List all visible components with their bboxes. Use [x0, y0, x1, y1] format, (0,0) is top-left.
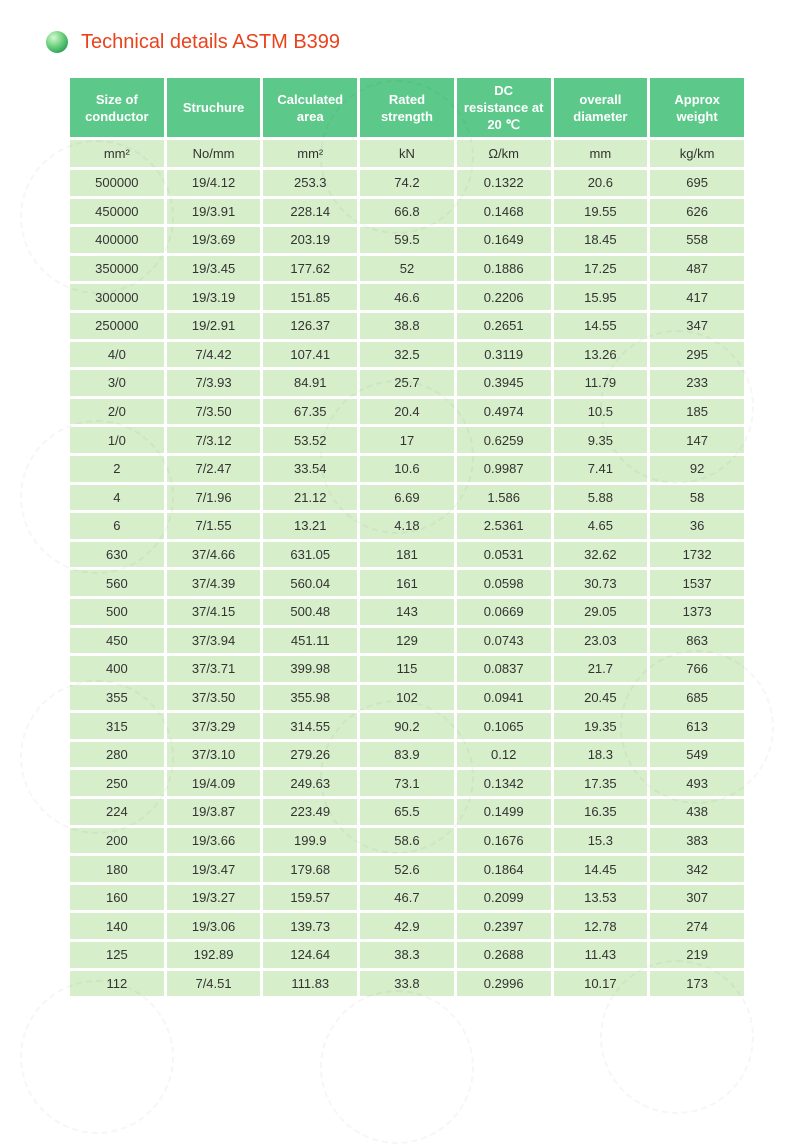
table-cell: 185 [650, 399, 744, 425]
table-cell: 139.73 [263, 913, 357, 939]
table-cell: 147 [650, 427, 744, 453]
table-cell: 1537 [650, 570, 744, 596]
column-header: overall diameter [554, 78, 648, 137]
unit-cell: No/mm [167, 140, 261, 167]
table-cell: 67.35 [263, 399, 357, 425]
table-cell: 400000 [70, 227, 164, 253]
table-row [70, 342, 744, 368]
table-cell: 37/4.15 [167, 599, 261, 625]
table-cell: 0.1864 [457, 856, 551, 882]
table-cell: 250 [70, 770, 164, 796]
table-cell: 20.4 [360, 399, 454, 425]
table-row [70, 513, 744, 539]
table-cell: 17.25 [554, 256, 648, 282]
table-cell: 630 [70, 542, 164, 568]
table-cell: 228.14 [263, 199, 357, 225]
table-cell: 7/3.12 [167, 427, 261, 453]
table-cell: 2/0 [70, 399, 164, 425]
table-cell: 21.7 [554, 656, 648, 682]
table-row [70, 913, 744, 939]
table-row [70, 485, 744, 511]
table-row [70, 799, 744, 825]
unit-cell: kN [360, 140, 454, 167]
table-cell: 126.37 [263, 313, 357, 339]
table-cell: 19/3.19 [167, 284, 261, 310]
table-cell: 14.45 [554, 856, 648, 882]
table-cell: 107.41 [263, 342, 357, 368]
table-cell: 46.6 [360, 284, 454, 310]
table-cell: 295 [650, 342, 744, 368]
table-cell: 314.55 [263, 713, 357, 739]
table-cell: 1373 [650, 599, 744, 625]
table-cell: 0.2099 [457, 885, 551, 911]
table-row [70, 828, 744, 854]
table-cell: 37/3.71 [167, 656, 261, 682]
table-row [70, 856, 744, 882]
table-cell: 500.48 [263, 599, 357, 625]
table-cell: 0.4974 [457, 399, 551, 425]
table-cell: 161 [360, 570, 454, 596]
table-cell: 0.0669 [457, 599, 551, 625]
table-cell: 159.57 [263, 885, 357, 911]
table-cell: 560.04 [263, 570, 357, 596]
table-cell: 13.53 [554, 885, 648, 911]
table-cell: 83.9 [360, 742, 454, 768]
table-cell: 42.9 [360, 913, 454, 939]
table-row [70, 685, 744, 711]
table-cell: 19/3.27 [167, 885, 261, 911]
green-bullet-icon [46, 31, 68, 53]
unit-cell: mm² [70, 140, 164, 167]
table-row [70, 227, 744, 253]
table-cell: 29.05 [554, 599, 648, 625]
table-cell: 315 [70, 713, 164, 739]
table-row [70, 570, 744, 596]
table-cell: 500 [70, 599, 164, 625]
table-cell: 0.3119 [457, 342, 551, 368]
table-cell: 4.65 [554, 513, 648, 539]
table-cell: 16.35 [554, 799, 648, 825]
table-cell: 13.26 [554, 342, 648, 368]
table-cell: 32.5 [360, 342, 454, 368]
table-cell: 52 [360, 256, 454, 282]
table-cell: 143 [360, 599, 454, 625]
table-cell: 1.586 [457, 485, 551, 511]
table-cell: 0.2688 [457, 942, 551, 968]
table-cell: 192.89 [167, 942, 261, 968]
table-cell: 2 [70, 456, 164, 482]
table-cell: 500000 [70, 170, 164, 196]
table-cell: 52.6 [360, 856, 454, 882]
table-cell: 7/4.51 [167, 971, 261, 997]
table-cell: 19/4.12 [167, 170, 261, 196]
table-cell: 200 [70, 828, 164, 854]
watermark-ring [320, 990, 474, 1144]
table-cell: 160 [70, 885, 164, 911]
table-row [70, 971, 744, 997]
table-cell: 111.83 [263, 971, 357, 997]
table-cell: 0.12 [457, 742, 551, 768]
table-cell: 355.98 [263, 685, 357, 711]
table-cell: 19/3.06 [167, 913, 261, 939]
table-cell: 400 [70, 656, 164, 682]
table-cell: 450000 [70, 199, 164, 225]
table-cell: 58 [650, 485, 744, 511]
table-cell: 560 [70, 570, 164, 596]
table-cell: 125 [70, 942, 164, 968]
table-cell: 74.2 [360, 170, 454, 196]
table-cell: 342 [650, 856, 744, 882]
table-cell: 0.1322 [457, 170, 551, 196]
table-cell: 65.5 [360, 799, 454, 825]
table-cell: 19/3.47 [167, 856, 261, 882]
table-cell: 37/3.10 [167, 742, 261, 768]
table-cell: 487 [650, 256, 744, 282]
table-cell: 58.6 [360, 828, 454, 854]
table-cell: 115 [360, 656, 454, 682]
table-cell: 695 [650, 170, 744, 196]
table-cell: 53.52 [263, 427, 357, 453]
table-cell: 15.95 [554, 284, 648, 310]
table-row [70, 284, 744, 310]
table-cell: 92 [650, 456, 744, 482]
table-cell: 0.1676 [457, 828, 551, 854]
table-cell: 10.17 [554, 971, 648, 997]
table-row [70, 770, 744, 796]
column-header: Calculated area [263, 78, 357, 137]
table-cell: 37/4.39 [167, 570, 261, 596]
table-cell: 37/4.66 [167, 542, 261, 568]
table-cell: 181 [360, 542, 454, 568]
table-cell: 7/1.55 [167, 513, 261, 539]
table-cell: 233 [650, 370, 744, 396]
table-cell: 274 [650, 913, 744, 939]
table-row [70, 742, 744, 768]
table-cell: 90.2 [360, 713, 454, 739]
table-cell: 0.1065 [457, 713, 551, 739]
table-cell: 112 [70, 971, 164, 997]
table-cell: 180 [70, 856, 164, 882]
table-cell: 0.0531 [457, 542, 551, 568]
table-cell: 383 [650, 828, 744, 854]
table-row [70, 542, 744, 568]
table-cell: 7/3.50 [167, 399, 261, 425]
table-cell: 25.7 [360, 370, 454, 396]
unit-cell: mm [554, 140, 648, 167]
table-cell: 347 [650, 313, 744, 339]
table-row [70, 942, 744, 968]
table-cell: 685 [650, 685, 744, 711]
table-cell: 140 [70, 913, 164, 939]
table-cell: 0.0837 [457, 656, 551, 682]
table-cell: 19/3.69 [167, 227, 261, 253]
table-cell: 7/3.93 [167, 370, 261, 396]
table-cell: 7/1.96 [167, 485, 261, 511]
table-cell: 37/3.50 [167, 685, 261, 711]
table-cell: 19/4.09 [167, 770, 261, 796]
table-cell: 14.55 [554, 313, 648, 339]
table-cell: 36 [650, 513, 744, 539]
table-cell: 15.3 [554, 828, 648, 854]
table-cell: 450 [70, 628, 164, 654]
table-cell: 11.43 [554, 942, 648, 968]
table-cell: 21.12 [263, 485, 357, 511]
table-cell: 7.41 [554, 456, 648, 482]
table-row [70, 656, 744, 682]
column-header: Approx weight [650, 78, 744, 137]
table-cell: 1732 [650, 542, 744, 568]
table-cell: 173 [650, 971, 744, 997]
table-cell: 0.1342 [457, 770, 551, 796]
table-cell: 0.1886 [457, 256, 551, 282]
table-cell: 19/3.45 [167, 256, 261, 282]
table-cell: 0.2651 [457, 313, 551, 339]
table-cell: 19/3.66 [167, 828, 261, 854]
table-cell: 626 [650, 199, 744, 225]
table-cell: 0.9987 [457, 456, 551, 482]
table-cell: 223.49 [263, 799, 357, 825]
column-header: Size of conductor [70, 78, 164, 137]
table-cell: 280 [70, 742, 164, 768]
table-cell: 20.45 [554, 685, 648, 711]
table-cell: 23.03 [554, 628, 648, 654]
table-cell: 399.98 [263, 656, 357, 682]
table-cell: 9.35 [554, 427, 648, 453]
unit-cell: kg/km [650, 140, 744, 167]
technical-details-table [67, 75, 747, 999]
table-row [70, 170, 744, 196]
table-cell: 18.45 [554, 227, 648, 253]
table-cell: 33.54 [263, 456, 357, 482]
table-cell: 10.5 [554, 399, 648, 425]
table-cell: 38.3 [360, 942, 454, 968]
table-cell: 4 [70, 485, 164, 511]
table-cell: 0.0941 [457, 685, 551, 711]
table-cell: 350000 [70, 256, 164, 282]
table-cell: 224 [70, 799, 164, 825]
table-cell: 13.21 [263, 513, 357, 539]
table-cell: 33.8 [360, 971, 454, 997]
table-row [70, 199, 744, 225]
table-cell: 249.63 [263, 770, 357, 796]
table-cell: 417 [650, 284, 744, 310]
table-cell: 17 [360, 427, 454, 453]
table-cell: 19/2.91 [167, 313, 261, 339]
table-cell: 73.1 [360, 770, 454, 796]
table-cell: 20.6 [554, 170, 648, 196]
table-cell: 19/3.91 [167, 199, 261, 225]
table-header-row [70, 78, 744, 137]
table-cell: 0.2206 [457, 284, 551, 310]
table-units-row [70, 140, 744, 167]
table-cell: 0.0743 [457, 628, 551, 654]
column-header: Struchure [167, 78, 261, 137]
table-cell: 10.6 [360, 456, 454, 482]
table-cell: 631.05 [263, 542, 357, 568]
table-cell: 17.35 [554, 770, 648, 796]
table-cell: 438 [650, 799, 744, 825]
table-cell: 0.1499 [457, 799, 551, 825]
table-cell: 1/0 [70, 427, 164, 453]
table-cell: 5.88 [554, 485, 648, 511]
table-cell: 766 [650, 656, 744, 682]
table-cell: 11.79 [554, 370, 648, 396]
table-cell: 0.0598 [457, 570, 551, 596]
table-cell: 179.68 [263, 856, 357, 882]
table-cell: 7/2.47 [167, 456, 261, 482]
table-cell: 0.1649 [457, 227, 551, 253]
table-cell: 6.69 [360, 485, 454, 511]
table-cell: 0.3945 [457, 370, 551, 396]
table-cell: 549 [650, 742, 744, 768]
table-cell: 177.62 [263, 256, 357, 282]
table-cell: 59.5 [360, 227, 454, 253]
page-title: Technical details ASTM B399 [81, 30, 341, 53]
table-cell: 613 [650, 713, 744, 739]
table-cell: 451.11 [263, 628, 357, 654]
table-cell: 30.73 [554, 570, 648, 596]
table-cell: 0.2996 [457, 971, 551, 997]
table-row [70, 370, 744, 396]
table-cell: 124.64 [263, 942, 357, 968]
table-cell: 6 [70, 513, 164, 539]
table-row [70, 256, 744, 282]
table-cell: 300000 [70, 284, 164, 310]
table-cell: 3/0 [70, 370, 164, 396]
table-cell: 0.6259 [457, 427, 551, 453]
table-cell: 37/3.94 [167, 628, 261, 654]
table-cell: 19/3.87 [167, 799, 261, 825]
table-cell: 199.9 [263, 828, 357, 854]
watermark-ring [20, 980, 174, 1134]
table-row [70, 628, 744, 654]
column-header: Rated strength [360, 78, 454, 137]
table-cell: 151.85 [263, 284, 357, 310]
unit-cell: Ω/km [457, 140, 551, 167]
table-cell: 7/4.42 [167, 342, 261, 368]
table-cell: 4.18 [360, 513, 454, 539]
table-row [70, 713, 744, 739]
section-heading [46, 28, 340, 56]
table-cell: 253.3 [263, 170, 357, 196]
table-cell: 129 [360, 628, 454, 654]
table-cell: 32.62 [554, 542, 648, 568]
table-cell: 219 [650, 942, 744, 968]
table-row [70, 313, 744, 339]
unit-cell: mm² [263, 140, 357, 167]
table-cell: 38.8 [360, 313, 454, 339]
table-cell: 279.26 [263, 742, 357, 768]
table-cell: 863 [650, 628, 744, 654]
column-header: DC resistance at 20 ℃ [457, 78, 551, 137]
table-cell: 493 [650, 770, 744, 796]
table-cell: 0.1468 [457, 199, 551, 225]
table-cell: 307 [650, 885, 744, 911]
table-cell: 0.2397 [457, 913, 551, 939]
table-cell: 355 [70, 685, 164, 711]
table-cell: 102 [360, 685, 454, 711]
table-cell: 66.8 [360, 199, 454, 225]
table-cell: 250000 [70, 313, 164, 339]
table-row [70, 599, 744, 625]
table-cell: 4/0 [70, 342, 164, 368]
table-cell: 19.35 [554, 713, 648, 739]
table-cell: 84.91 [263, 370, 357, 396]
table-cell: 18.3 [554, 742, 648, 768]
table-row [70, 399, 744, 425]
table-cell: 558 [650, 227, 744, 253]
table-cell: 46.7 [360, 885, 454, 911]
table-cell: 37/3.29 [167, 713, 261, 739]
table-row [70, 456, 744, 482]
table-cell: 203.19 [263, 227, 357, 253]
table-row [70, 885, 744, 911]
table-cell: 19.55 [554, 199, 648, 225]
table-cell: 12.78 [554, 913, 648, 939]
table-row [70, 427, 744, 453]
table-cell: 2.5361 [457, 513, 551, 539]
